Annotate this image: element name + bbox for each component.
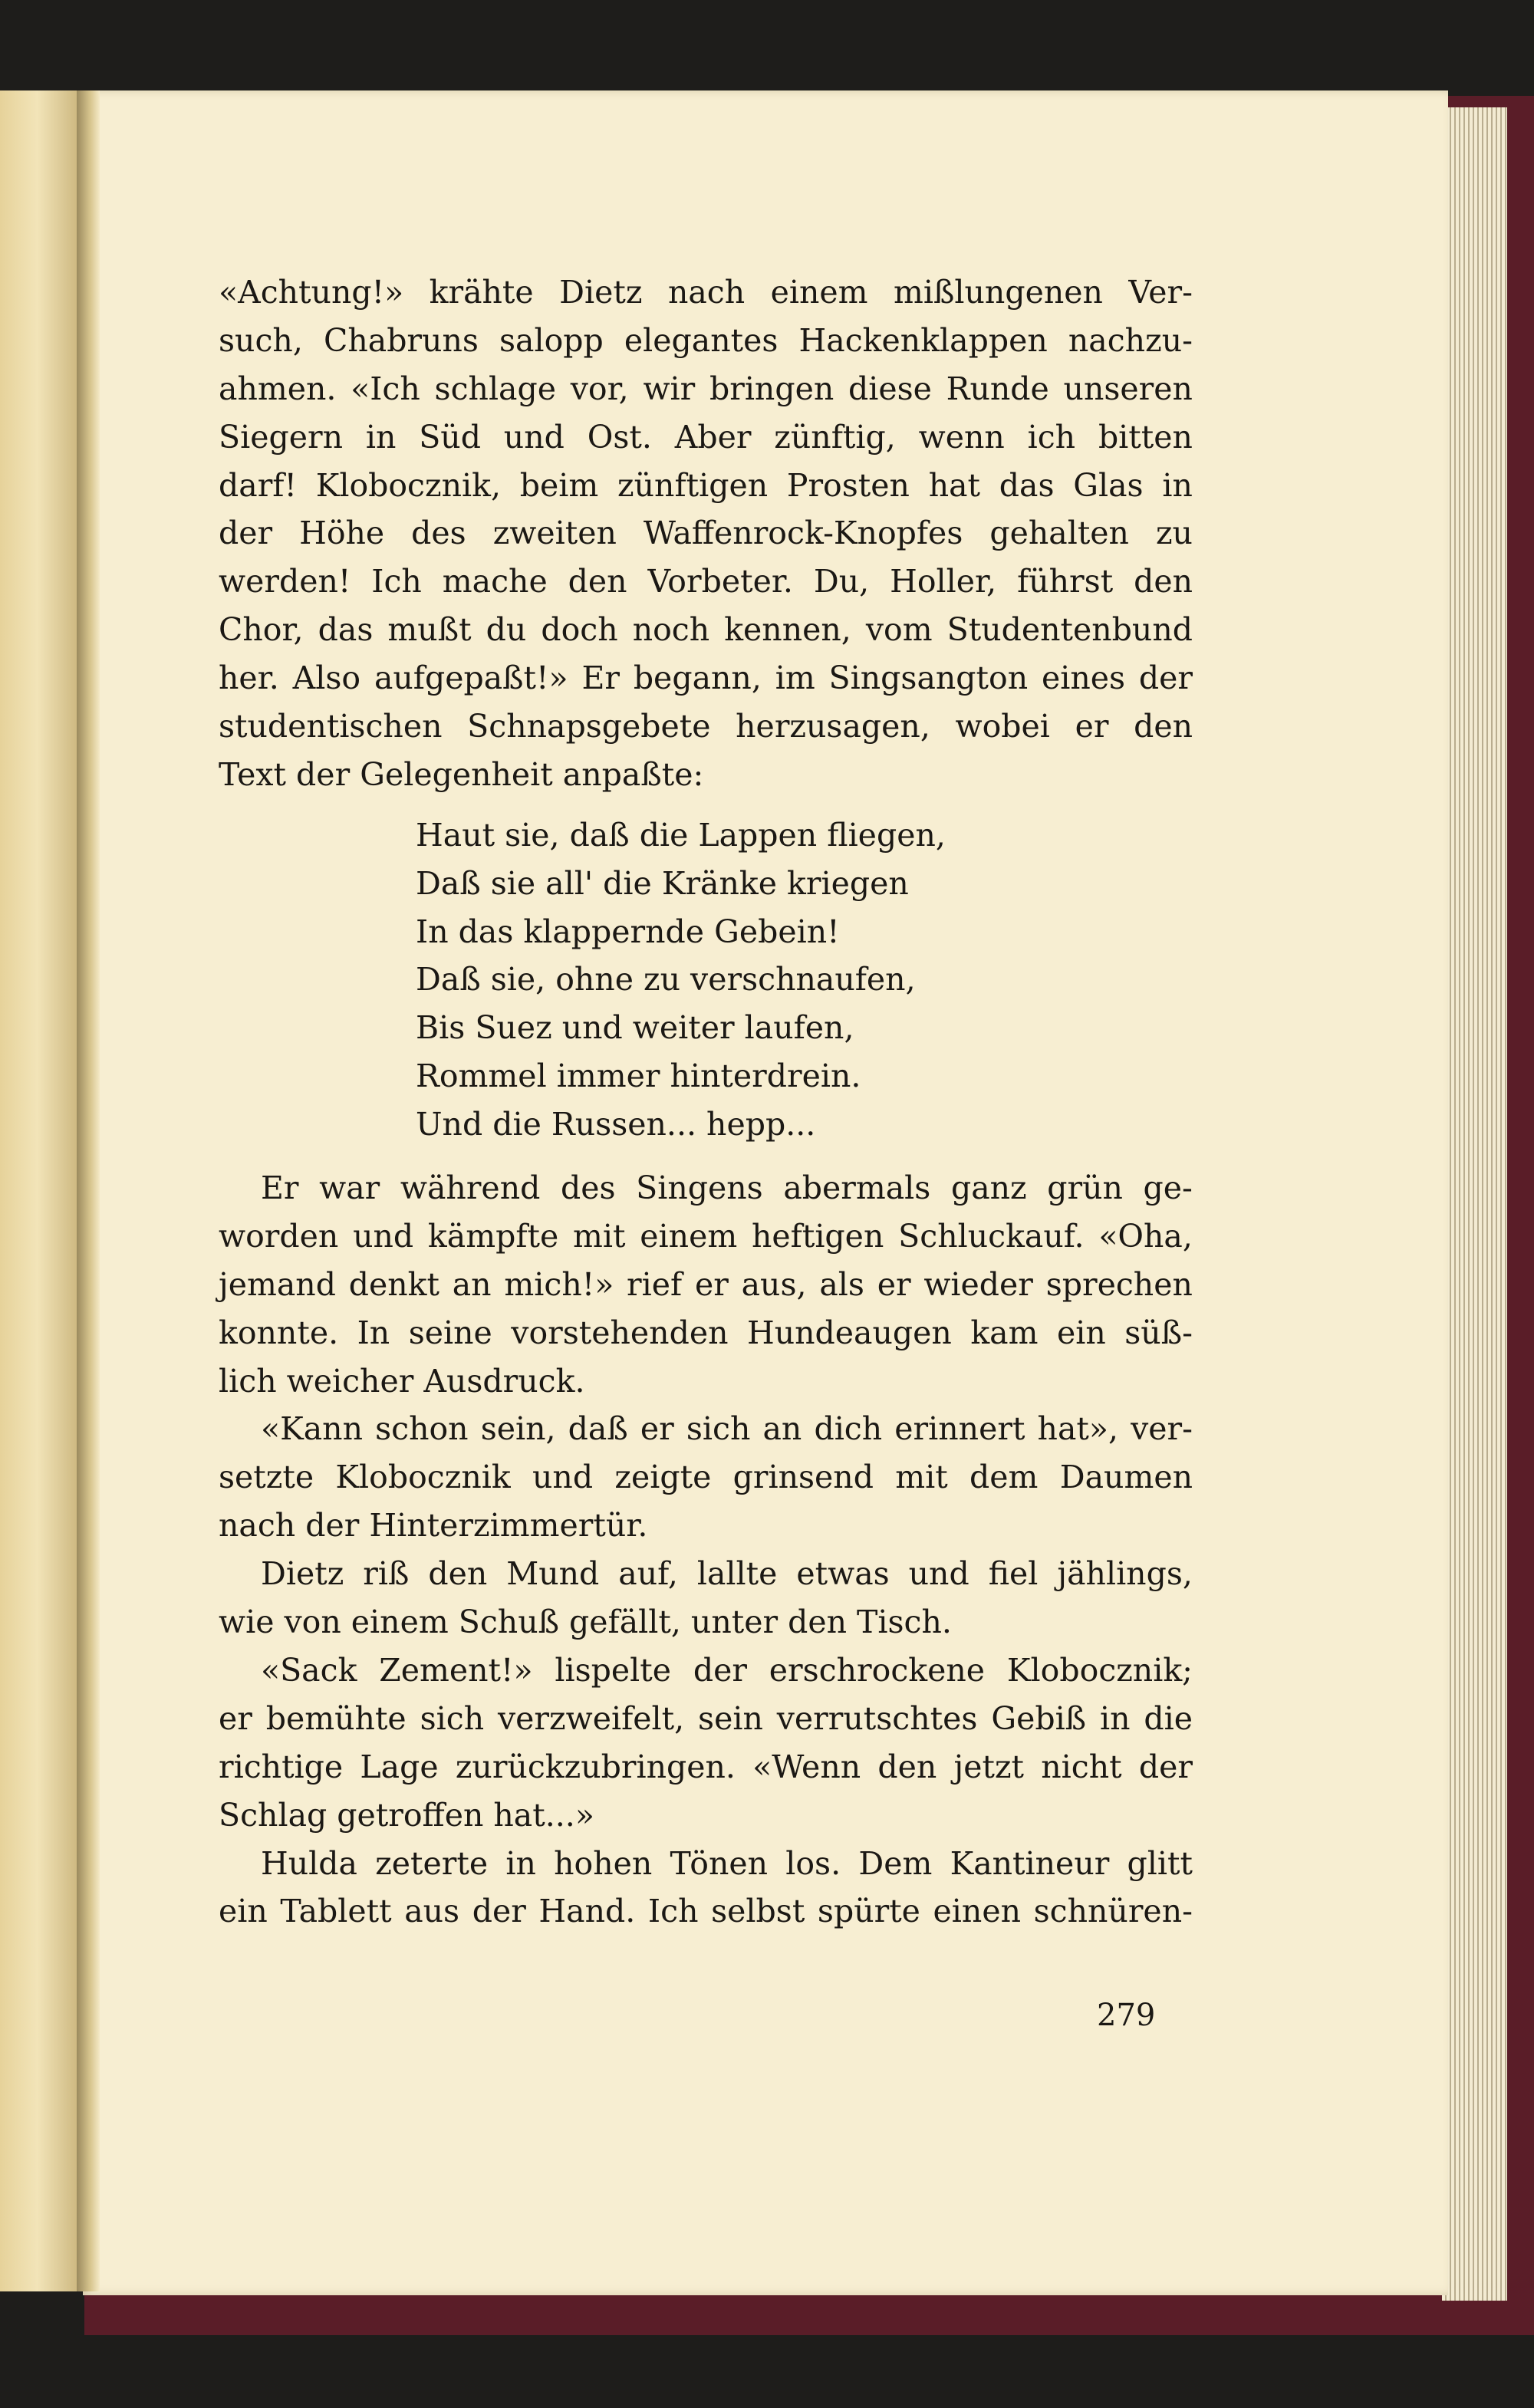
text-line: her. Also aufgepaßt!» Er begann, im Singsangton eines der <box>219 660 1193 697</box>
text-line: Schlag getroffen hat...» <box>219 1796 594 1834</box>
text-line: ein Tablett aus der Hand. Ich selbst spürte einen schnüren- <box>219 1893 1193 1930</box>
verse-line: Und die Russen... hepp... <box>416 1106 816 1143</box>
verse-line: Daß sie, ohne zu verschnaufen, <box>416 961 916 998</box>
text-line: lich weicher Ausdruck. <box>219 1362 585 1400</box>
text-line: werden! Ich mache den Vorbeter. Du, Holler, führst den <box>219 563 1193 600</box>
text-line: wie von einem Schuß gefällt, unter den Tisch. <box>219 1604 952 1641</box>
text-line: «Achtung!» krähte Dietz nach einem mißlungenen Ver- <box>219 274 1193 311</box>
text-line: jemand denkt an mich!» rief er aus, als er wieder sprechen <box>219 1265 1193 1303</box>
text-line: Siegern in Süd und Ost. Aber zünftig, wenn ich bitten <box>219 418 1193 456</box>
text-line: Hulda zeterte in hohen Tönen los. Dem Kantineur glitt <box>261 1844 1193 1882</box>
text-line: ahmen. «Ich schlage vor, wir bringen diese Runde unseren <box>219 370 1193 407</box>
text-line: such, Chabruns salopp elegantes Hackenklappen nachzu- <box>219 321 1193 359</box>
verse-block <box>219 811 1193 1149</box>
text-line: Er war während des Singens abermals ganz grün ge- <box>261 1169 1193 1207</box>
verse-line: Rommel immer hinterdrein. <box>416 1058 861 1095</box>
text-line: Text der Gelegenheit anpaßte: <box>219 755 704 793</box>
text-line: «Sack Zement!» lispelte der erschrockene Klobocznik; <box>261 1651 1193 1689</box>
book-gutter <box>77 90 100 2291</box>
text-line: studentischen Schnapsgebete herzusagen, wobei er den <box>219 708 1193 745</box>
verse-line: In das klappernde Gebein! <box>416 913 840 950</box>
text-line: Dietz riß den Mund auf, lallte etwas und fiel jählings, <box>261 1555 1193 1593</box>
text-line: nach der Hinterzimmertür. <box>219 1507 648 1544</box>
left-page-edge <box>0 90 83 2291</box>
text-line: darf! Klobocznik, beim zünftigen Prosten hat das Glas in <box>219 466 1193 504</box>
text-line: worden und kämpfte mit einem heftigen Schluckauf. «Oha, <box>219 1217 1193 1255</box>
text-line: der Höhe des zweiten Waffenrock-Knopfes gehalten zu <box>219 515 1193 552</box>
text-line: er bemühte sich verzweifelt, sein verrutschtes Gebiß in die <box>219 1699 1193 1737</box>
text-line: Chor, das mußt du doch noch kennen, vom Studentenbund <box>219 611 1193 649</box>
verse-line: Bis Suez und weiter laufen, <box>416 1009 854 1047</box>
text-line: «Kann schon sein, daß er sich an dich erinnert hat», ver- <box>261 1410 1193 1448</box>
text-line: setzte Klobocznik und zeigte grinsend mit dem Daumen <box>219 1459 1193 1496</box>
page-stack-edges <box>1442 107 1507 2301</box>
text-line: richtige Lage zurückzubringen. «Wenn den jetzt nicht der <box>219 1748 1193 1785</box>
book-cover-bottom <box>84 2289 1534 2335</box>
page-number: 279 <box>1097 1998 1156 2033</box>
verse-line: Daß sie all' die Kränke kriegen <box>416 864 909 902</box>
page-text <box>219 268 1193 1936</box>
text-line: konnte. In seine vorstehenden Hundeaugen kam ein süß- <box>219 1314 1193 1351</box>
verse-line: Haut sie, daß die Lappen fliegen, <box>416 816 946 854</box>
